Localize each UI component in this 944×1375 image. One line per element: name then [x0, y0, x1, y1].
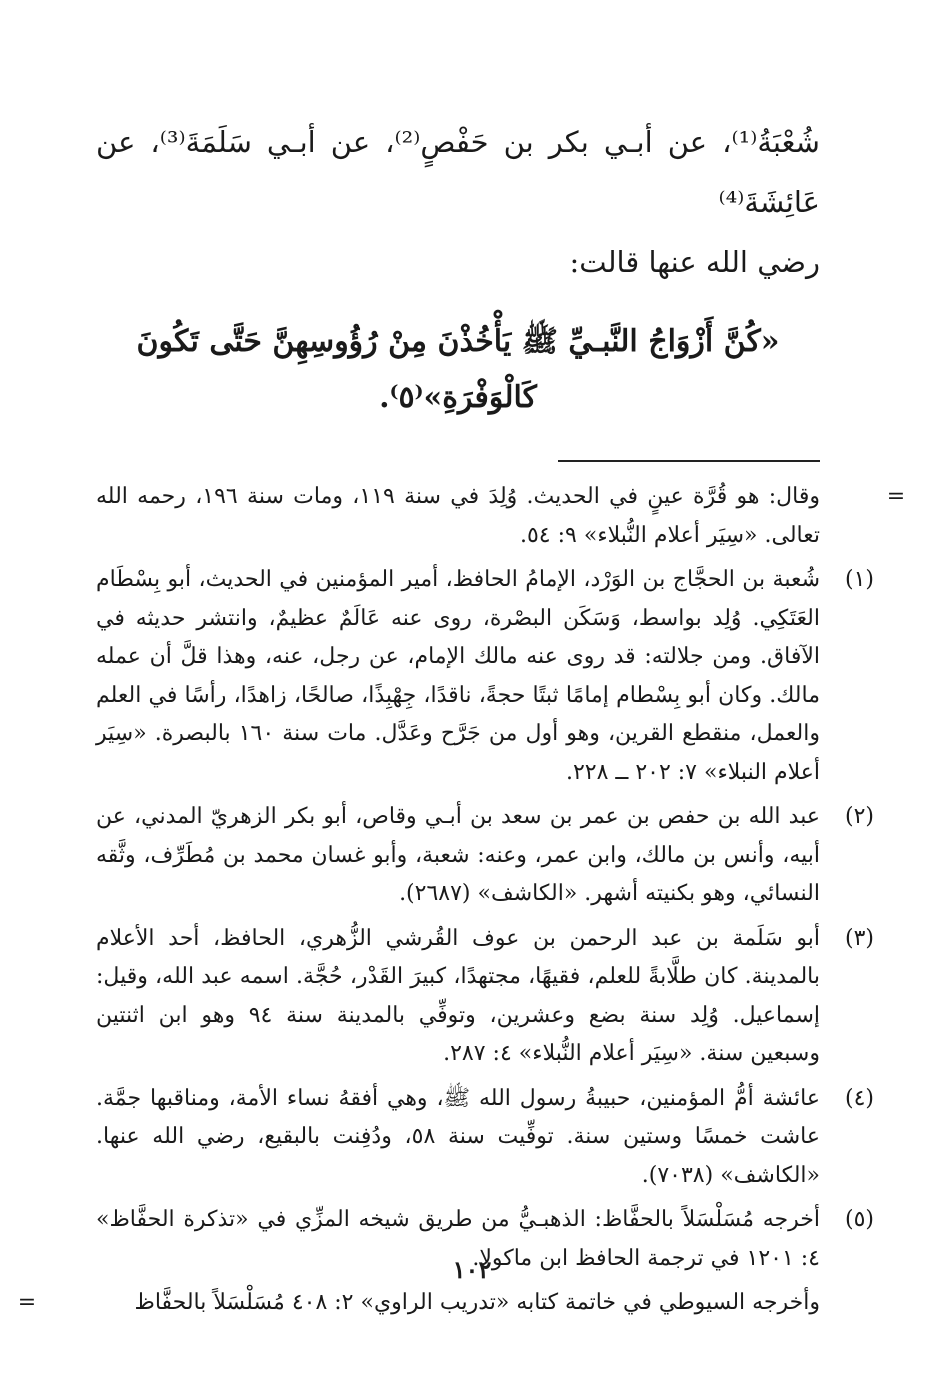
hadith-text: «كُنَّ أَزْوَاجُ النَّبـيِّ ﷺ يَأْخُذْنَ مِنْ رُؤُوسِهِنَّ حَتَّى تَكُونَ كَالْوَفْرَةِ»⁽٥⁾. — [136, 324, 780, 415]
continuation-mark: = — [886, 484, 906, 509]
footnote-text: أبو سَلَمة بن عبد الرحمن بن عوف القُرشي الزُّهري، الحافظ، أحد الأعلام بالمدينة. كان طلَّابةً للعلم، فقيهًا، مجتهدًا، كبيرَ القَدْر، حُجَّة. اسمه عبد الله، وقيل: إسماعيل. وُلِد سنة بضع وعشرين، وتوفِّي بالمدينة سنة ٩٤ وهو ابن اثنتين وسبعين سنة. «سِيَر أعلام النُّبلاء» ٤: ٢٨٧. — [96, 925, 820, 1066]
footnote-number: (١) — [844, 567, 874, 592]
main-line-1: شُعْبَةُ⁽¹⁾، عن أبـي بكر بن حَفْصٍ⁽²⁾، عن أبـي سَلَمَةَ⁽³⁾، عن عَائِشَةَ⁽⁴⁾ — [96, 125, 820, 219]
footnote-text: شُعبة بن الحجَّاج بن الوَرْد، الإمامُ الحافظ، أمير المؤمنين في الحديث، أبو بِسْطَام العَتَكِي. وُلِد بواسط، وَسَكَن البصْرة، روى عنه عَالَمٌ عظيمٌ، وانتشر حديثه في الآفاق. ومن جلالته: قد روى عنه مالك الإمام، عن رجل، عنه، وهذا قلَّ أن عمله مالك. وكان أبو بِسْطام إمامًا ثبتًا حجةً، ناقدًا، جِهْبِذًا، صالحًا، زاهدًا، رأسًا في العلم والعمل، منقطع القرين، وهو أول من جَرَّح وعَدَّل. مات سنة ١٦٠ بالبصرة. «سِيَر أعلام النبلاء» ٧: ٢٠٢ ــ ٢٢٨. — [96, 567, 820, 785]
footnote-divider — [558, 460, 820, 462]
main-text — [96, 112, 820, 292]
footnote-number: (٣) — [844, 925, 874, 951]
main-line-2: رضي الله عنها قالت: — [569, 245, 820, 279]
trailing-text: وأخرجه السيوطي في خاتمة كتابه «تدريب الراوي» ٢: ٤٠٨ مُسَلْسَلاً بالحفَّاظ — [134, 1290, 820, 1315]
footnote-number: (٢) — [844, 804, 874, 829]
footnote-trailing — [17, 1284, 820, 1323]
footnote-text: أخرجه مُسَلْسَلاً بالحفَّاظ: الذهبـيُّ من طريق شيخه المزِّي في «تذكرة الحفَّاظ» ٤: ١٢٠١ في ترجمة الحافظ ابن ماكولا. — [96, 1207, 820, 1271]
footnote-number: (٥) — [844, 1207, 874, 1232]
footnote-number: (٤) — [844, 1085, 874, 1111]
footnote-1 — [96, 561, 874, 792]
trailing-mark: = — [17, 1290, 37, 1315]
page-number: ١٠٢ — [452, 1255, 492, 1284]
footnote-text: عبد الله بن حفص بن عمر بن سعد بن أبـي وقاص، أبو بكر الزهريّ المدني، عن أبيه، وأنس بن مالك، وابن عمر، وعنه: شعبة، وأبو غسان محمد بن مُطَرِّف، وثَّقه النسائي، وهو بكنيته أشهر. «الكاشف» (٢٦٨٧). — [96, 804, 820, 906]
footnote-continuation — [96, 478, 906, 555]
continuation-text: وقال: هو قُرَّة عينٍ في الحديث. وُلِدَ في سنة ١١٩، ومات سنة ١٩٦، رحمه الله تعالى. «سِيَر أعلام النُّبلاء» ٩: ٥٤. — [96, 484, 820, 548]
footnote-4 — [96, 1080, 874, 1196]
footnote-3 — [96, 920, 874, 1074]
footnotes — [17, 478, 906, 1323]
footnote-2 — [96, 798, 874, 914]
footnote-text: عائشة أمُّ المؤمنين، حبيبةُ رسول الله ﷺ، وهي أفقهُ نساء الأمة، ومناقبها جمَّة. عاشت خمسًا وستين سنة. توفِّيت سنة ٥٨، ودُفِنت بالبقيع، رضي الله عنها. «الكاشف» (٧٠٣٨). — [96, 1085, 820, 1188]
page-body — [17, 112, 906, 1329]
